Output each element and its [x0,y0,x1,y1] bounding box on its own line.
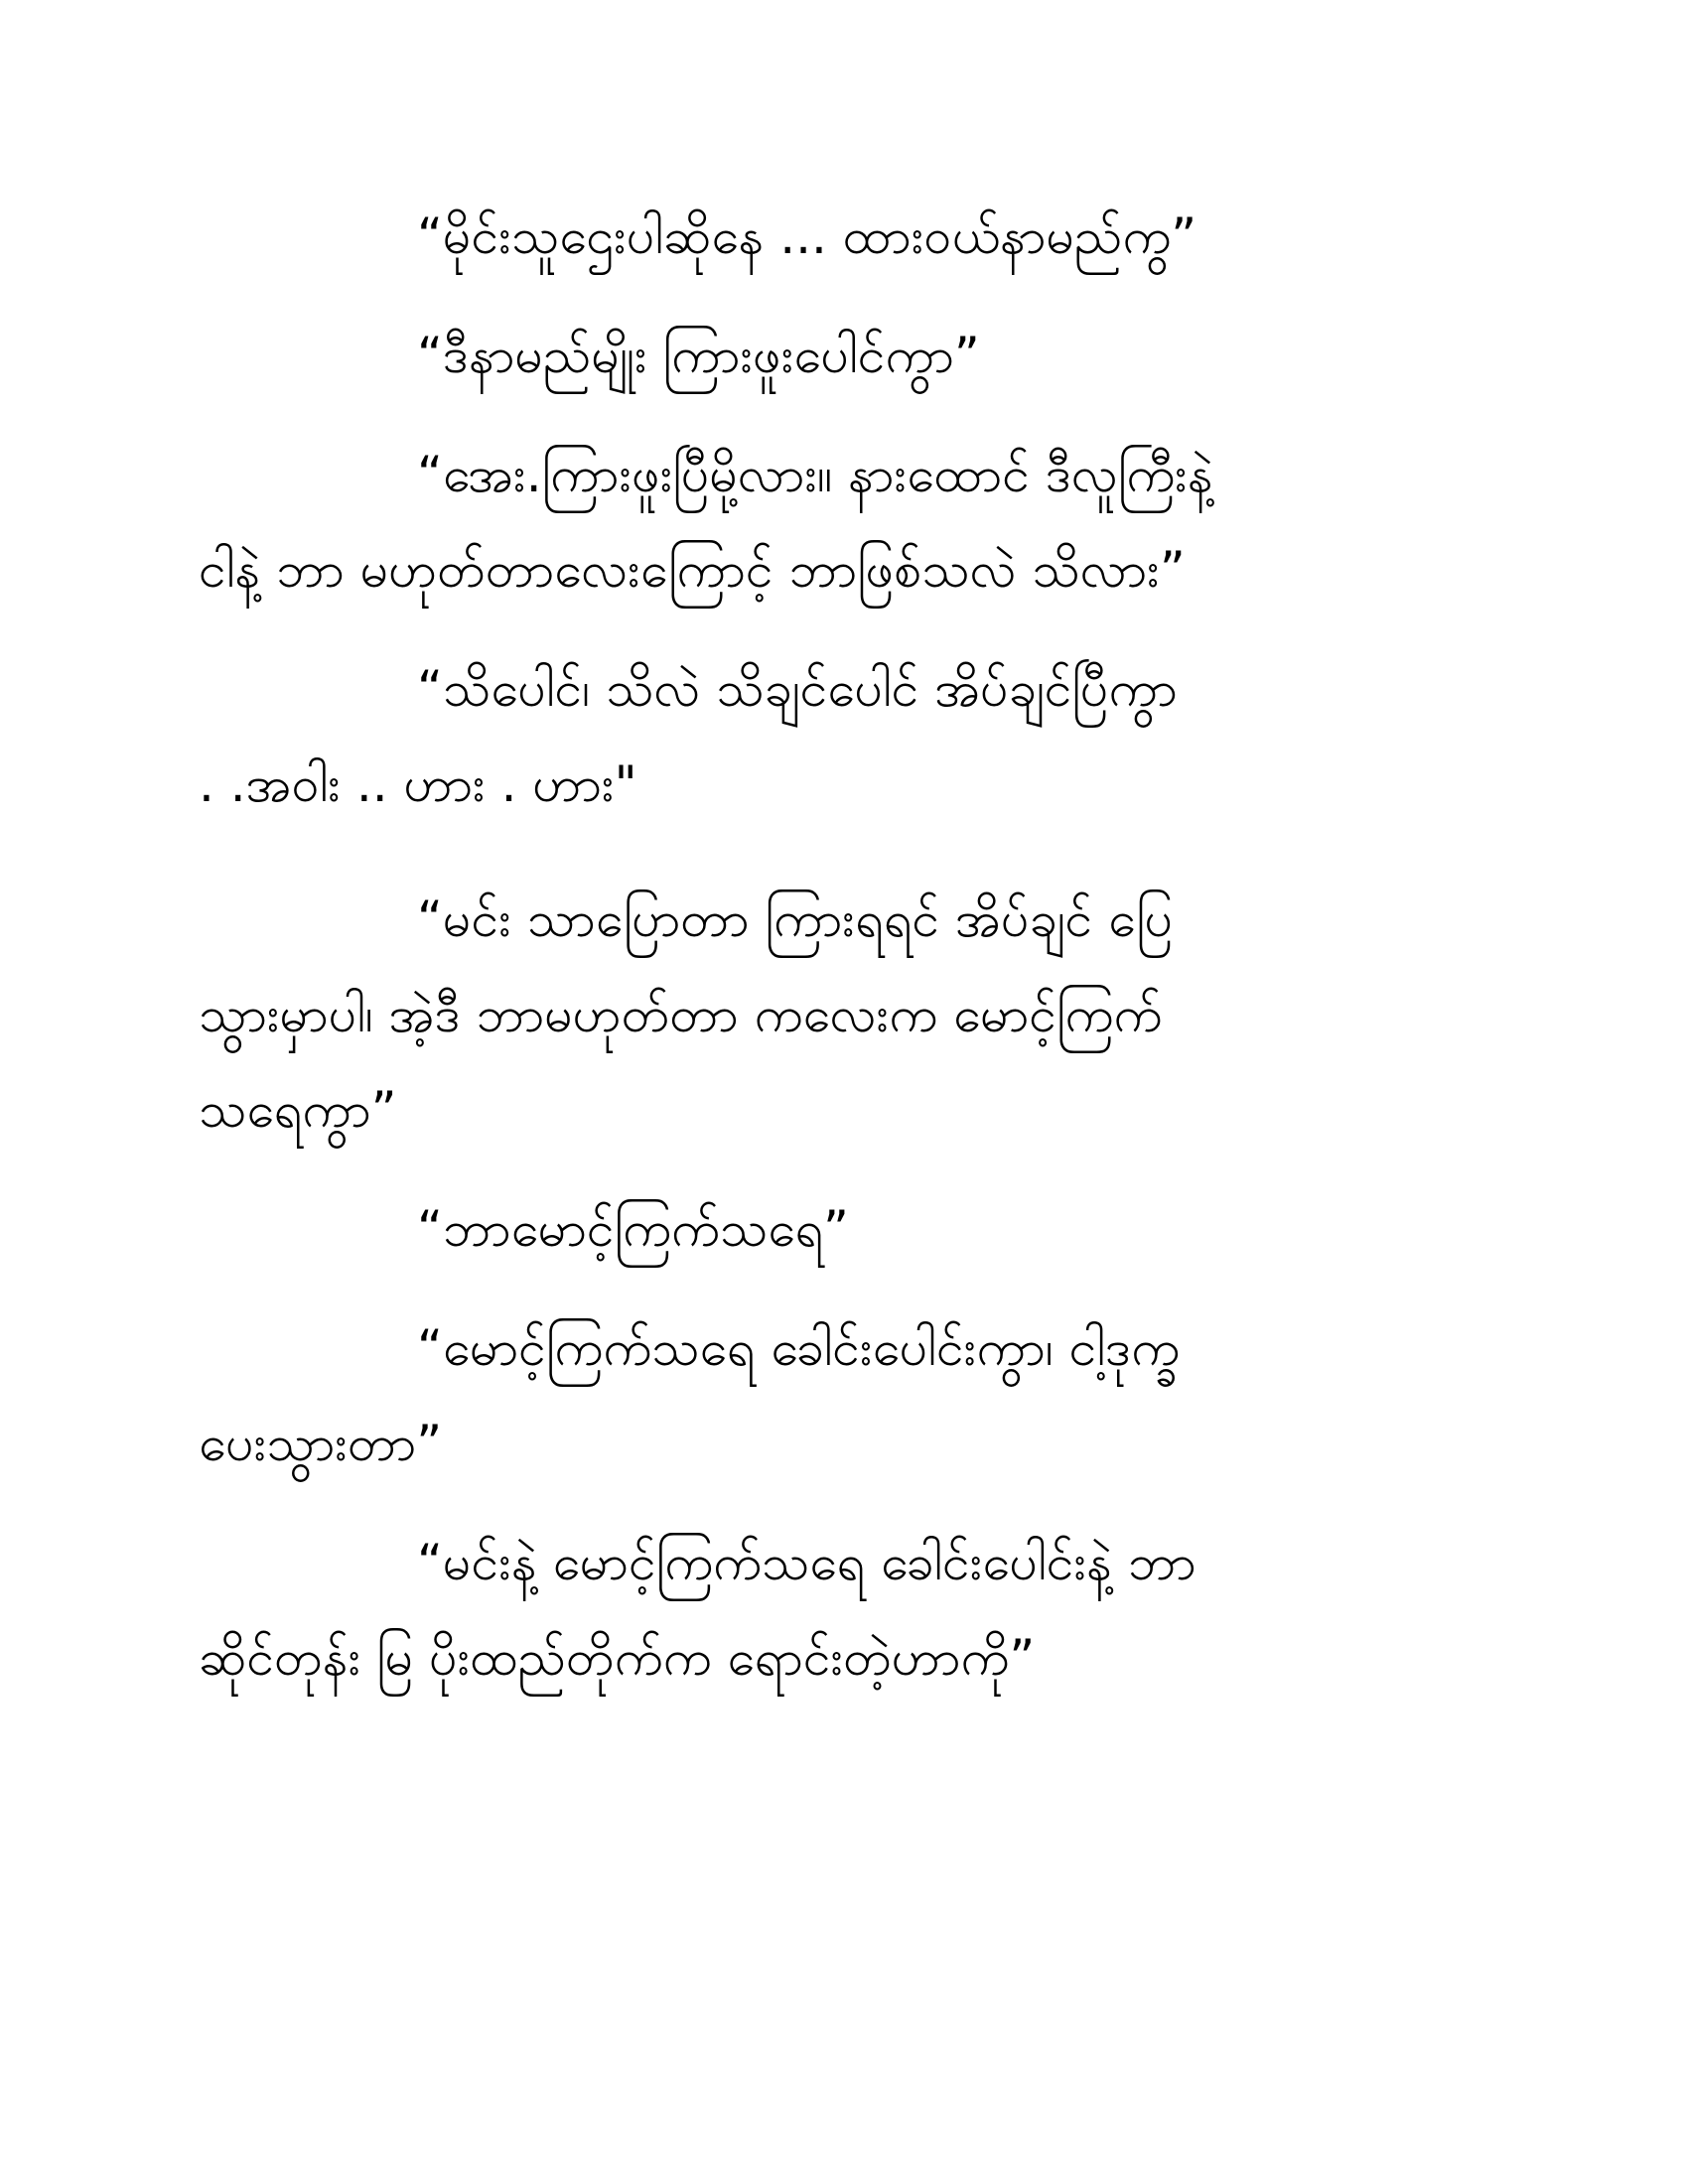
paragraph-2 [199,308,1489,403]
text-line: သွားမှာပါ၊ အဲ့ဒီ ဘာမဟုတ်တာ ကလေးက မောင့်ကြက် [199,986,1163,1043]
text-line: “မောင့်ကြက်သရေ ခေါင်းပေါင်းကွာ၊ ငါ့ဒုက္ခ [417,1319,1181,1377]
text-line: “မင်းနဲ့ မောင့်ကြက်သရေ ခေါင်းပေါင်းနဲ့ ဘာ [417,1534,1196,1591]
text-line: “ဒီနာမည်မျိုး ကြားဖူးပေါင်ကွာ” [417,327,980,384]
text-line: “မိုင်းသူဌေးပါဆိုနေ ... ထားဝယ်နာမည်ကွ” [417,207,1197,265]
text-line: “မင်း သာပြောတာ ကြားရရင် အိပ်ချင် ပြေ [417,890,1174,948]
paragraph-5 [199,872,1489,1158]
paragraph-8 [199,1515,1489,1706]
text-line: ငါနဲ့ ဘာ မဟုတ်တာလေးကြောင့် ဘာဖြစ်သလဲ သိလား” [199,541,1186,599]
text-line: ဆိုင်တုန်း မြ ပိုးထည်တိုက်က ရောင်းတဲ့ဟာကို” [199,1629,1036,1687]
body-text [199,189,1489,1706]
text-line: . .အဝါး .. ဟား . ဟား" [199,755,637,813]
text-line: “သိပေါင်၊ သိလဲ သိချင်ပေါင် အိပ်ချင်ပြီကွာ [417,660,1178,718]
text-line: ပေးသွားတာ” [199,1415,443,1472]
paragraph-3 [199,427,1489,617]
text-line: သရေကွာ” [199,1081,397,1139]
paragraph-6 [199,1181,1489,1277]
paragraph-1 [199,189,1489,284]
text-line: “ဘာမောင့်ကြက်သရေ” [417,1200,849,1258]
paragraph-7 [199,1300,1489,1491]
text-line: “အေး.ကြားဖူးပြီမို့လား။ နားထောင် ဒီလူကြီးနဲ့ [417,446,1213,503]
paragraph-4 [199,641,1489,832]
